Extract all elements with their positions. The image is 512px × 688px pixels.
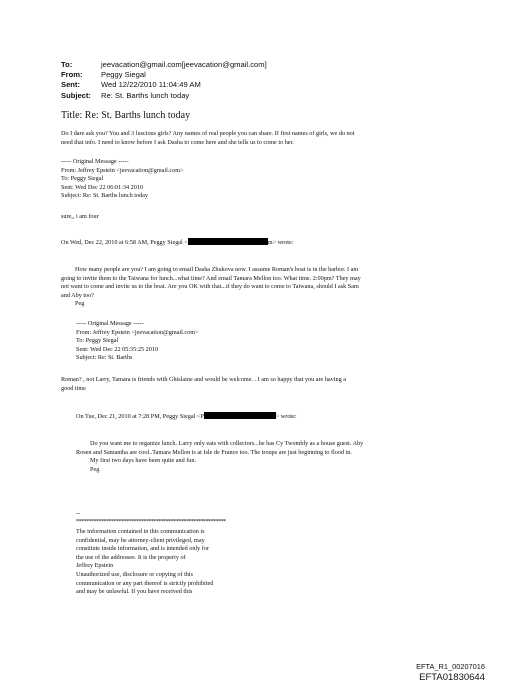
bates-id-secondary: EFTA01830644 (419, 672, 485, 683)
text-line: Unauthorized use, disclosure or copying of this (76, 570, 194, 578)
text-line: not want to come and invite us to the boat. Are you OK with that...if they do want to come to Taiwana, should I ask Sam (61, 283, 359, 291)
quote-intro-text: On Tue, Dec 21, 2010 at 7:28 PM, Peggy Siegal <P (76, 413, 204, 420)
text-line: ----- Original Message ----- (76, 320, 144, 327)
text-line: Subject: Re: St. Barths lunch today (61, 192, 148, 200)
text-line: constitute inside information, and is intended only for (76, 545, 210, 553)
document-title: Title: Re: St. Barths lunch today (61, 110, 191, 121)
subject-row (61, 91, 267, 101)
text-line: Sent: Wed Dec 22 06:01:34 2010 (61, 183, 144, 191)
text-line: Do you want me to organize lunch. Larry only eats with collectors...he has Cy Twombly as a house guest. Aby (90, 440, 364, 447)
reply-line: sure,, i am four (61, 213, 99, 220)
text-line: From: Jeffrey Epstein <jeevacation@gmail.com> (76, 328, 199, 336)
subject-value: Re: St. Barths lunch today (101, 90, 190, 100)
text-line: To: Peggy Siegal (61, 175, 104, 183)
body-paragraph-4 (76, 440, 363, 474)
sent-row (61, 80, 267, 90)
quote-intro-text: On Wed, Dec 22, 2010 at 6:58 AM, Peggy Siegal < (61, 239, 188, 246)
to-label: To: (61, 60, 73, 69)
sent-label: Sent: (61, 80, 80, 90)
body-paragraph-3 (61, 376, 346, 393)
asterisk-divider: ************************************************************ (76, 518, 226, 525)
text-line: communication or any part thereof is strictly prohibited (76, 579, 214, 587)
text-line: Rosen and Samantha are cool..Tamara Mellon is at Isle de France too. The troups are just beginning to flood in. (76, 448, 352, 456)
text-line: My first two days have been quite and fun. (90, 457, 197, 465)
text-line: Jeffrey Epstein (76, 562, 114, 570)
text-line: To: Peggy Siegal (76, 337, 119, 345)
text-line: Sent: Wed Dec 22 05:35:25 2010 (76, 345, 159, 353)
text-line: and may be unlawful. If you have received this (76, 588, 193, 596)
signature: Peg (90, 465, 100, 473)
original-message-header-1 (61, 158, 184, 201)
confidentiality-disclaimer (76, 528, 213, 597)
text-line: From: Jeffrey Epstein <jeevacation@gmail.com> (61, 166, 184, 174)
redaction-bar (204, 412, 276, 419)
text-line: Roman? , not Larry, Tamara is friends with Ghislaine and would be welcome. . I am so happy that you are having a (61, 376, 346, 383)
text-line: need that info. I need to know before I ask Dasha to come here and she tells us to come to her. (61, 138, 294, 146)
bates-id-primary: EFTA_R1_00207016 (416, 662, 485, 671)
text-line: Subject: Re: St. Barths (76, 354, 133, 362)
signature: Peg (75, 300, 85, 308)
subject-label: Subject: (61, 90, 91, 100)
text-line: The information contained in this communication is (76, 528, 205, 535)
quote-intro-text: m> wrote: (267, 239, 294, 246)
to-row (61, 60, 267, 70)
quote-intro-2 (76, 412, 297, 422)
from-value: Peggy Siegal (101, 70, 146, 80)
redaction-bar (188, 238, 268, 245)
text-line: good time (61, 384, 86, 392)
body-paragraph-1 (61, 130, 355, 147)
text-line: the use of the addressee. It is the property of (76, 553, 186, 561)
text-line: confidential, may be attorney-client privileged, may (76, 536, 205, 544)
text-line: How many people are you? I am going to email Dasha Zhukova now. I assume Roman's boat is in the harbor. I am (75, 266, 359, 273)
from-label: From: (61, 70, 83, 80)
body-paragraph-2 (61, 266, 361, 309)
text-line: ----- Original Message ----- (61, 158, 129, 165)
email-header (61, 60, 267, 101)
from-row (61, 70, 267, 80)
quote-intro-1 (61, 238, 293, 248)
text-line: Do I dare ask you? You and 3 luscious girls? Any names of real people you can share. If first names of girls, we do not (61, 130, 355, 137)
text-line: and Aby too? (61, 291, 94, 299)
signature-separator: -- (76, 510, 81, 517)
to-value: jeevacation@gmail.com[jeevacation@gmail.com] (101, 60, 267, 69)
original-message-header-2 (76, 320, 199, 363)
sent-value: Wed 12/22/2010 11:04:49 AM (101, 80, 201, 90)
text-line: going to invite them to the Taiwana for lunch...what time? And email Tamara Mellon too. What time. 2:00pm? They may (61, 274, 361, 282)
quote-intro-text: > wrote: (275, 413, 297, 420)
